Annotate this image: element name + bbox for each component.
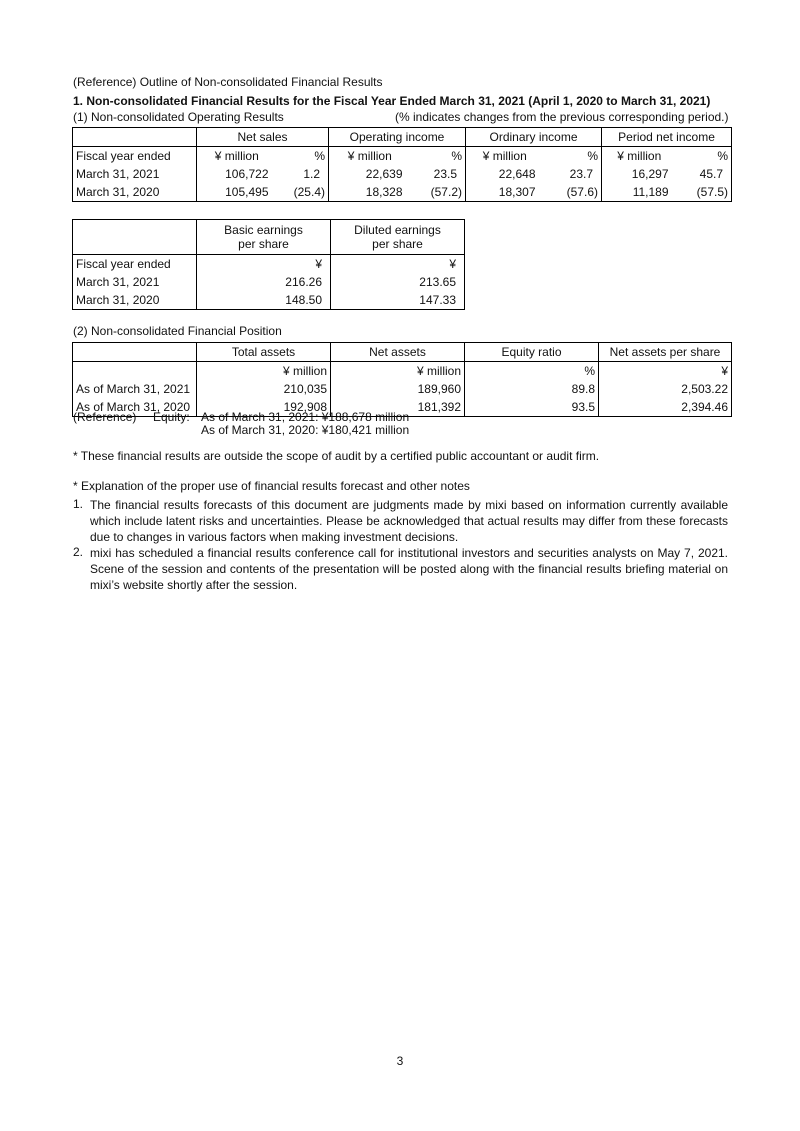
header-empty-cell (73, 343, 197, 362)
header-equity-ratio: Equity ratio (465, 343, 599, 362)
value-cell: 181,392 (331, 398, 465, 417)
unit-cell: ¥ million (617, 149, 662, 163)
unit-cell: ¥ (197, 255, 331, 274)
value-cell: 23.5 (411, 165, 466, 183)
value-cell: 2,394.46 (599, 398, 732, 417)
table-row (73, 273, 465, 291)
table-row (73, 165, 732, 183)
value-cell: 213.65 (331, 273, 465, 291)
value-cell: (57.6) (544, 183, 602, 202)
table-row (73, 183, 732, 202)
value-cell: 189,960 (331, 380, 465, 398)
row-label: March 31, 2020 (73, 291, 197, 310)
operating-results-title: (1) Non-consolidated Operating Results (73, 110, 284, 124)
note-text: The financial results forecasts of this document are judgments made by mixi based on information currently available which include latent risks and uncertainties. Please be acknowledged that actual results may differ from these forecasts due to changes in various factors when making investment decisions. (90, 498, 728, 544)
row-label: Fiscal year ended (73, 147, 197, 166)
header-empty-cell (73, 128, 197, 147)
header-total-assets: Total assets (197, 343, 331, 362)
unit-cell: ¥ million (347, 149, 392, 163)
header-basic-eps (197, 220, 331, 255)
unit-cell: ¥ million (482, 149, 527, 163)
unit-cell: ¥ million (197, 362, 331, 381)
equity-line-2020: As of March 31, 2020: ¥180,421 million (201, 423, 410, 437)
unit-cell: % (411, 147, 466, 166)
unit-cell: % (465, 362, 599, 381)
row-label: March 31, 2020 (73, 183, 197, 202)
value-cell: 16,297 (631, 167, 669, 181)
section-heading: 1. Non-consolidated Financial Results for the Fiscal Year Ended March 31, 2021 (April 1, 2020 to March 31, 2021) (73, 94, 711, 108)
change-note: (% indicates changes from the previous corresponding period.) (395, 110, 729, 124)
value-cell: 216.26 (197, 273, 331, 291)
unit-cell: ¥ (599, 362, 732, 381)
value-cell: 148.50 (197, 291, 331, 310)
audit-note: * These financial results are outside the scope of audit by a certified public accountant or audit firm. (73, 449, 600, 463)
value-cell: 93.5 (465, 398, 599, 417)
row-label: As of March 31, 2020 (73, 398, 197, 417)
financial-position-title: (2) Non-consolidated Financial Position (73, 324, 282, 338)
value-cell: 147.33 (331, 291, 465, 310)
unit-cell: ¥ million (214, 149, 259, 163)
equity-line-2021: As of March 31, 2021: ¥188,678 million (201, 410, 410, 424)
value-cell: (57.2) (411, 183, 466, 202)
value-cell: (57.5) (677, 183, 732, 202)
value-cell: 1.2 (277, 165, 329, 183)
operating-results-table (72, 127, 732, 202)
row-label: March 31, 2021 (73, 273, 197, 291)
financial-position-table (72, 342, 732, 417)
header-diluted-eps (331, 220, 465, 255)
header-line: Basic earnings (224, 223, 303, 237)
header-line: per share (238, 237, 289, 251)
value-cell: (25.4) (277, 183, 329, 202)
value-cell: 192,908 (197, 398, 331, 417)
row-label: As of March 31, 2021 (73, 380, 197, 398)
value-cell: 106,722 (225, 167, 269, 181)
note-number: 2. (73, 545, 84, 559)
header-operating-income: Operating income (329, 128, 466, 147)
header-line: per share (372, 237, 423, 251)
table-row (73, 291, 465, 310)
header-net-sales: Net sales (197, 128, 329, 147)
unit-cell: ¥ million (331, 362, 465, 381)
note-text: mixi has scheduled a financial results conference call for institutional investors and securities analysts on May 7, 2021. Scene of the session and contents of the presentation will be posted along with the financial results briefing material on mixi’s website shortly after the session. (90, 546, 728, 592)
row-label: Fiscal year ended (73, 255, 197, 274)
header-line: Diluted earnings (354, 223, 441, 237)
equity-label: Equity: (153, 410, 190, 424)
table-header-row (73, 343, 732, 362)
table-unit-row (73, 362, 732, 381)
value-cell: 18,307 (466, 183, 544, 202)
reference-title: (Reference) Outline of Non-consolidated Financial Results (73, 75, 383, 89)
page-number: 3 (396, 1054, 404, 1068)
unit-cell: % (544, 147, 602, 166)
header-empty-cell (73, 220, 197, 255)
row-label: March 31, 2021 (73, 165, 197, 183)
value-cell: 11,189 (602, 183, 677, 202)
table-header-row (73, 220, 465, 255)
value-cell: 23.7 (544, 165, 602, 183)
header-period-net-income: Period net income (602, 128, 732, 147)
table-unit-row (73, 147, 732, 166)
reference-label: (Reference) (73, 410, 137, 424)
value-cell: 22,639 (365, 167, 403, 181)
value-cell: 45.7 (677, 165, 732, 183)
value-cell: 89.8 (465, 380, 599, 398)
note-number: 1. (73, 497, 84, 511)
value-cell: 210,035 (197, 380, 331, 398)
value-cell: 2,503.22 (599, 380, 732, 398)
earnings-per-share-table (72, 219, 465, 310)
unit-cell: % (277, 147, 329, 166)
header-ordinary-income: Ordinary income (466, 128, 602, 147)
table-header-row (73, 128, 732, 147)
unit-cell: % (677, 147, 732, 166)
row-label (73, 362, 197, 381)
unit-cell: ¥ (331, 255, 465, 274)
header-net-assets-per-share: Net assets per share (599, 343, 732, 362)
value-cell: 18,328 (329, 183, 411, 202)
value-cell: 105,495 (197, 183, 277, 202)
explanation-title: * Explanation of the proper use of financial results forecast and other notes (73, 479, 470, 493)
value-cell: 22,648 (498, 167, 536, 181)
table-unit-row (73, 255, 465, 274)
header-net-assets: Net assets (331, 343, 465, 362)
table-row (73, 380, 732, 398)
